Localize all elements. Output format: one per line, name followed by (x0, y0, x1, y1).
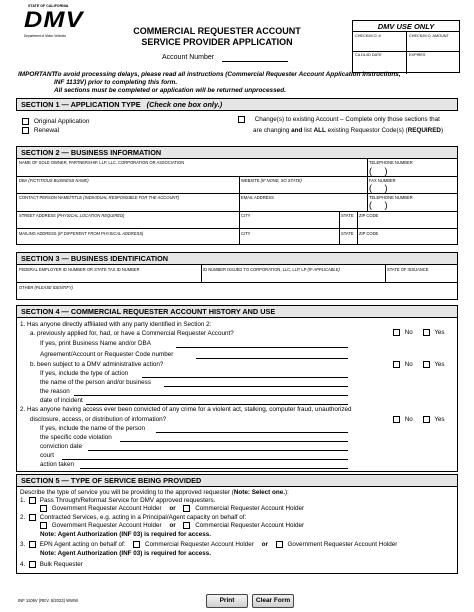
s5-opt3-gov-label: Government Requester Account Holder (287, 541, 398, 549)
q2-line3-label: conviction date (40, 443, 83, 450)
change-text-all: ALL (313, 127, 326, 134)
change-label-line2 (253, 127, 443, 134)
field-contact[interactable] (19, 195, 179, 200)
field-corp-id[interactable] (203, 267, 340, 272)
q1b-reason-field[interactable] (74, 395, 348, 396)
s5-intro-note: Note: Select one. (233, 489, 285, 496)
contact-note: (INDIVIDUAL RESPONSIBLE FOR THE ACCOUNT) (83, 195, 180, 200)
dmv-cell-expires: EXPIRES (409, 53, 426, 57)
field-city[interactable]: CITY (241, 213, 251, 218)
s5-opt3-gov-checkbox[interactable] (276, 541, 283, 548)
section4-header: SECTION 4 — COMMERCIAL REQUESTER ACCOUNT HISTORY AND USE (16, 305, 458, 318)
street-label: STREET ADDRESS (19, 213, 56, 218)
q2-line1-label: If yes, include the name of the person (40, 425, 146, 432)
original-checkbox[interactable] (22, 118, 29, 125)
q2-line2-label: the specific code violation (40, 434, 112, 441)
q1a-account-field[interactable] (196, 358, 348, 359)
section2-header: SECTION 2 — BUSINESS INFORMATION (16, 146, 458, 159)
q2-court-field[interactable] (62, 459, 348, 460)
s5-opt3-row (20, 541, 397, 548)
s5-opt1-com-checkbox[interactable] (183, 505, 190, 512)
q2-code-field[interactable] (120, 441, 348, 442)
field-state-2[interactable]: STATE (341, 231, 354, 236)
dmv-cell-amount: CHECK/M.O. AMOUNT (409, 34, 449, 38)
field-website[interactable] (241, 178, 302, 183)
q1b-line2-label: the name of the person and/or business (40, 379, 151, 386)
important-line1: To avoid processing delays, please read all instructions (Commercial Requester Account Application Instructions, (54, 71, 401, 78)
q1a-no-label: No (404, 329, 413, 337)
dmv-use-title: DMV USE ONLY (353, 21, 459, 32)
change-text-mid: list (302, 127, 314, 134)
original-label: Original Application (33, 118, 90, 126)
s5-intro-post: ): (284, 489, 289, 496)
s3-col-soi (385, 265, 386, 282)
dept-label: Department of Motor Vehicles (24, 34, 66, 38)
field-telephone[interactable]: TELEPHONE NUMBER (369, 160, 413, 165)
q2-no-checkbox[interactable] (393, 416, 400, 423)
important-line3: All sections must be completed or application will be returned unprocessed. (54, 87, 286, 94)
change-text-and: and (291, 127, 303, 134)
q2-line5-label: action taken (40, 461, 74, 468)
logo-text: DMV (24, 7, 84, 32)
s5-intro-pre: Describe the type of service you will be providing to the approved requester ( (20, 489, 234, 496)
q2-date-field[interactable] (88, 450, 348, 451)
s5-num2: 2. (20, 514, 26, 522)
s2-col-web (239, 176, 240, 211)
s2-col-zip (357, 211, 358, 245)
clear-form-button[interactable]: Clear Form (252, 594, 294, 608)
form-title-line2: SERVICE PROVIDER APPLICATION (141, 37, 293, 47)
q1a-yes-label: Yes (434, 329, 445, 337)
q2-text-line2: disclosure, access, or distribution of information? (30, 416, 167, 423)
s5-opt2-gov-checkbox[interactable] (40, 522, 47, 529)
q1a-yes-checkbox[interactable] (423, 329, 430, 336)
field-mailing[interactable] (19, 231, 143, 236)
q2-answer (393, 416, 445, 423)
s2-row-line-1 (17, 176, 458, 177)
field-business-name[interactable]: NAME OF SOLE OWNER, PARTNERSHIP, LLP, LLC, CORPORATION OR ASSOCIATION (19, 160, 185, 165)
q2-yes-checkbox[interactable] (423, 416, 430, 423)
s5-num3: 3. (20, 541, 26, 549)
field-fax[interactable]: FAX NUMBER (369, 178, 396, 183)
state-label: STATE OF CALIFORNIA (28, 4, 69, 8)
section2-grid (16, 159, 458, 245)
q1b-line3-label: the reason (40, 388, 70, 395)
change-checkbox[interactable] (238, 116, 245, 123)
q2-yes-label: Yes (434, 416, 445, 424)
field-state[interactable]: STATE (341, 213, 354, 218)
s5-opt2-checkbox[interactable] (29, 514, 36, 521)
s5-opt2-row (20, 514, 246, 521)
change-text-required: REQUIRED (407, 127, 441, 134)
s3-col-id (201, 265, 202, 282)
q2-action-field[interactable] (80, 468, 348, 469)
website-note: (IF NONE, SO STATE) (260, 178, 302, 183)
s5-opt2-label: Contracted Services, e.g. acting in a Principal/Agent capacity on behalf of: (39, 514, 247, 522)
street-note: (PHYSICAL LOCATION REQUIRED) (56, 213, 125, 218)
s5-opt3-com-label: Commercial Requester Account Holder (145, 541, 254, 549)
field-city-2[interactable]: CITY (241, 231, 251, 236)
q1a-text: a. previously applied for, had, or have a Commercial Requester Account? (30, 330, 234, 337)
change-text-post: existing Requestor Code(s) ( (325, 127, 408, 134)
section1-header (16, 98, 458, 111)
s5-opt1-gov-checkbox[interactable] (40, 505, 47, 512)
s5-opt2-or: or (169, 522, 176, 530)
s5-opt3-note: Note: Agent Authorization (INF 03) is required for access. (40, 550, 211, 557)
change-text-end: ) (440, 127, 444, 134)
s5-num1: 1. (20, 497, 26, 505)
dmv-cell-dlid: CA DL/ID DATE (355, 53, 382, 57)
s5-opt4-checkbox[interactable] (29, 561, 36, 568)
q1a-answer (393, 329, 445, 336)
account-number-field[interactable] (222, 61, 288, 62)
dmv-logo (20, 4, 84, 44)
change-text-pre: are changing (253, 127, 292, 134)
s5-opt1-checkbox[interactable] (29, 497, 36, 504)
s5-opt2-note: Note: Agent Authorization (INF 03) is required for access. (40, 531, 211, 538)
change-label-line1: Change(s) to existing Account – Complete only those sections that (254, 116, 440, 124)
s2-row-line-4 (17, 228, 458, 229)
q2-person-field[interactable] (156, 432, 348, 433)
contact-label: CONTACT PERSON NAME/TITLE (19, 195, 83, 200)
section3-grid (16, 265, 458, 300)
s5-opt1-com-label: Commercial Requester Account Holder (195, 505, 305, 513)
s3-row-line (17, 282, 458, 283)
corp-id-label: ID NUMBER ISSUED TO CORPORATION, LLC, LLP, LP (203, 267, 307, 272)
form-id: INF 1106V (REV. 5/2023) WWW (18, 598, 79, 603)
q1b-line1-label: If yes, include the type of action (40, 370, 129, 377)
field-dba[interactable] (19, 178, 89, 183)
dmv-box-divider (406, 32, 407, 74)
s5-opt1-label: Pass Through/Reformat Service for DMV approved requesters. (39, 497, 216, 505)
renewal-label: Renewal (33, 127, 60, 135)
q1b-text: b. been subject to a DMV administrative action? (30, 361, 164, 368)
s5-opt3-checkbox[interactable] (29, 541, 36, 548)
dba-note: (FICTITIOUS BUSINESS NAME) (28, 178, 89, 183)
dmv-use-box (352, 20, 460, 73)
q1b-person-field[interactable] (164, 386, 348, 387)
q1b-yes-label: Yes (434, 361, 445, 369)
other-note: (PLEASE IDENTIFY) (34, 285, 73, 290)
q1a-no-checkbox[interactable] (393, 329, 400, 336)
field-other[interactable] (19, 285, 73, 290)
s5-intro (20, 489, 289, 496)
q2-text-line1: 2. Has anyone having access ever been convicted of any crime for a violent act, stalking, computer fraud, unauthorized (20, 406, 352, 413)
important-line2: INF 1133V) prior to completing this form. (54, 79, 178, 86)
phone2-parens: ( ) (369, 200, 388, 210)
q1-text: 1. Has anyone directly affiliated with any party identified in Section 2: (20, 321, 212, 328)
other-label: OTHER (19, 285, 34, 290)
s5-opt1-row (20, 497, 215, 504)
dmv-box-row-divider (353, 51, 460, 52)
q1b-date-field[interactable] (86, 404, 348, 405)
field-zip[interactable]: ZIP CODE (359, 213, 379, 218)
q1b-no-checkbox[interactable] (393, 361, 400, 368)
q1a-business-name-field[interactable] (176, 347, 348, 348)
field-fein[interactable]: FEDERAL EMPLOYER ID NUMBER OR STATE TAX ID NUMBER (19, 267, 140, 272)
option-change[interactable] (238, 116, 440, 123)
print-button[interactable]: Print (206, 594, 248, 608)
dmv-cell-check: CHECK/M.O. # (355, 34, 381, 38)
s2-row-line-2 (17, 193, 458, 194)
phone-parens: ( ) (369, 166, 388, 176)
option-renewal[interactable] (22, 127, 59, 134)
q2-line4-label: court (40, 452, 54, 459)
mailing-note: (IF DIFFERENT FROM PHYSICAL ADDRESS) (57, 231, 144, 236)
fax-parens: ( ) (369, 183, 388, 193)
section1-hint: (Check one box only.) (146, 100, 223, 109)
q1a-line2-label: Agreement/Account or Requester Code number (40, 351, 174, 358)
section5-header: SECTION 5 — TYPE OF SERVICE BEING PROVIDED (16, 474, 458, 487)
q1b-yes-checkbox[interactable] (423, 361, 430, 368)
s5-opt2-com-label: Commercial Requester Account Holder (195, 522, 305, 530)
s5-opt2-gov-label: Government Requester Account Holder (51, 522, 162, 530)
s5-opt4-row (20, 561, 83, 568)
mailing-label: MAILING ADDRESS (19, 231, 57, 236)
s5-opt1-gov-label: Government Requester Account Holder (51, 505, 162, 513)
q1a-line1-label: If yes, print Business Name and/or DBA (40, 340, 151, 347)
section1-title: SECTION 1 — APPLICATION TYPE (21, 100, 141, 109)
field-zip-2[interactable]: ZIP CODE (359, 231, 379, 236)
s5-opt2-sub (40, 522, 304, 529)
field-email[interactable]: EMAIL ADDRESS (241, 195, 274, 200)
q1b-no-label: No (404, 361, 413, 369)
s5-opt1-sub (40, 505, 304, 512)
corp-id-note: (IF APPLICABLE) (307, 267, 340, 272)
q1b-action-field[interactable] (142, 377, 348, 378)
s5-opt4-label: Bulk Requester (39, 561, 83, 569)
s5-opt1-or: or (169, 505, 176, 513)
important-label: IMPORTANT: (18, 71, 58, 78)
dba-label: DBA (19, 178, 28, 183)
s5-opt3-label: EPN Agent acting on behalf of: (39, 541, 126, 549)
website-label: WEBSITE (241, 178, 260, 183)
field-street[interactable] (19, 213, 124, 218)
q1b-answer (393, 361, 445, 368)
field-state-of-issuance[interactable]: STATE OF ISSUANCE (387, 267, 429, 272)
s2-row-line-3 (17, 211, 458, 212)
form-title-line1: COMMERCIAL REQUESTER ACCOUNT (133, 26, 301, 36)
s5-num4: 4. (20, 561, 26, 569)
renewal-checkbox[interactable] (22, 127, 29, 134)
s5-opt2-com-checkbox[interactable] (183, 522, 190, 529)
q1b-line4-label: date of incident (40, 397, 83, 404)
option-original[interactable] (22, 118, 89, 125)
s2-col-state (339, 211, 340, 245)
section3-header: SECTION 3 — BUSINESS IDENTIFICATION (16, 252, 458, 265)
s2-col-city (239, 211, 240, 245)
s5-opt3-or: or (261, 541, 268, 549)
q2-no-label: No (404, 416, 413, 424)
s5-opt3-com-checkbox[interactable] (133, 541, 140, 548)
field-telephone-2[interactable]: TELEPHONE NUMBER (369, 195, 413, 200)
s2-col-phone (367, 159, 368, 211)
account-number-label: Account Number (162, 54, 215, 61)
